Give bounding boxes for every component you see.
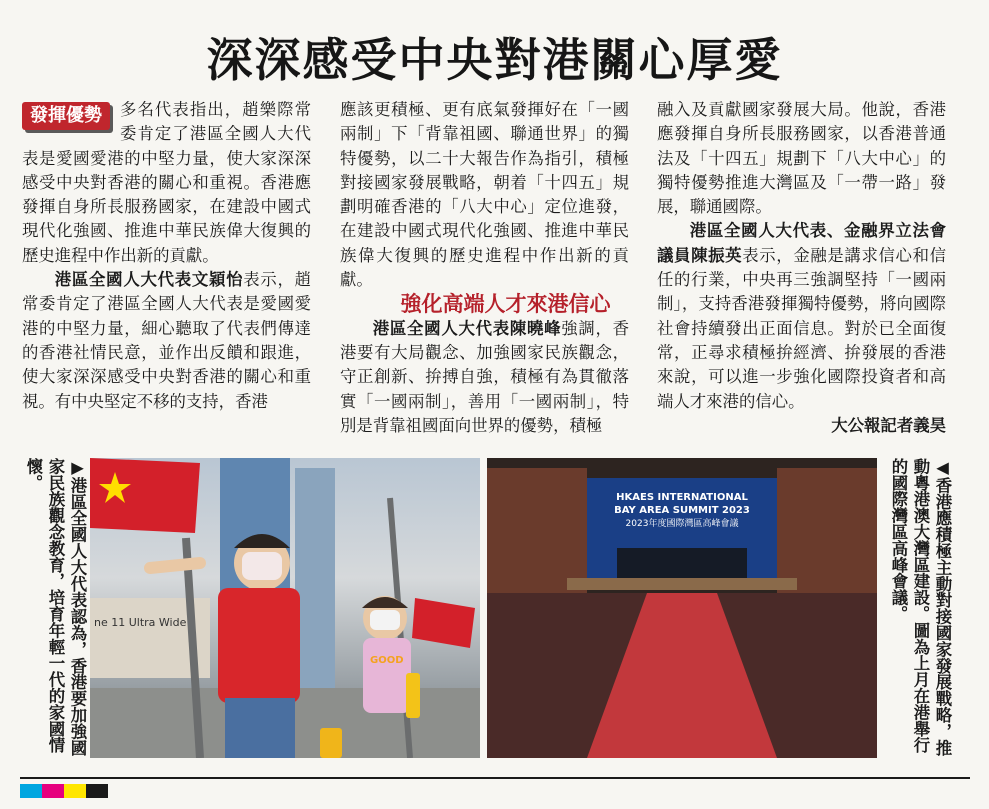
screen-title-line1: HKAES INTERNATIONAL [616, 492, 748, 503]
article-column-1 [22, 98, 311, 414]
photo-summit-hall [487, 458, 877, 758]
speaker-name: 港區全國人大代表、金融界立法會議員陳振英 [657, 221, 946, 265]
black-swatch [86, 784, 108, 798]
shop-sign-text: ne 11 Ultra Wide [94, 616, 187, 629]
photo-caption-right: ◀香港應積極主動對接國家發展戰略，推動粵港澳大灣區建設。圖為上月在港舉行的國際灣區高峰會議。 [889, 458, 952, 756]
speaker-name: 港區全國人大代表陳曉峰 [372, 318, 562, 338]
photo-children-flags-illustration [90, 458, 480, 758]
photo-children-flags [90, 458, 480, 758]
article-column-3 [657, 98, 946, 438]
color-registration-swatches [20, 784, 108, 798]
photo-summit-hall-illustration [487, 458, 877, 758]
balloon-text: GOOD [370, 655, 404, 666]
subheading: 強化高端人才來港信心 [400, 292, 611, 317]
paragraph: 港區全國人大代表陳曉峰強調，香港要有大局觀念、加強國家民族觀念，守正創新、拚搏自強，積極有為貫徹落實「一國兩制」，善用「一國兩制」，特別是背靠祖國面向世界的優勢，積極 [340, 318, 630, 435]
magenta-swatch [42, 784, 64, 798]
bottom-rule [20, 777, 970, 779]
yellow-swatch [64, 784, 86, 798]
screen-title-line3: 2023年度國際灣區高峰會議 [625, 519, 739, 529]
paragraph: 融入及貢獻國家發展大局。他說，香港應發揮自身所長服務國家，以香港普通法及「十四五」規劃下「八大中心」的獨特優勢推進大灣區及「一帶一路」發展，聯通國際。 [657, 100, 946, 217]
paragraph: 發揮優勢 多名代表指出，趙樂際常委肯定了港區全國人大代表是愛國愛港的中堅力量，使大家深深感受中央對香港的關心和重視。香港應發揮自身所長服務國家，在建設中國式現代化強國、推進中華民族偉大復興的歷史進程中作出新的貢獻。 [22, 100, 311, 265]
byline: 大公報記者義昊 [831, 415, 946, 435]
photo-caption-left: ▶港區全國人大代表認為，香港要加強國家民族觀念教育，培育年輕一代的家國情懷。 [24, 458, 87, 756]
cyan-swatch [20, 784, 42, 798]
section-badge: 發揮優勢 [22, 102, 110, 130]
article-column-2 [340, 98, 629, 438]
paragraph: 港區全國人大代表、金融界立法會議員陳振英表示，金融是講求信心和信任的行業，中央再三強調堅持「一國兩制」，支持香港發揮獨特優勢，將向國際社會持續發出正面信息。對於已全面復常，正尋求積極拚經濟、拚發展的香港來說，可以進一步強化國際投資者和高端人才來港的信心。 [657, 221, 947, 411]
paragraph: 港區全國人大代表文穎怡表示，趙常委肯定了港區全國人大代表是愛國愛港的中堅力量，細心聽取了代表們傳達的香港社情民意，並作出反饋和跟進，使大家深深感受中央對香港的關心和重視。有中央堅定不移的支持，香港 [22, 270, 312, 411]
headline: 深深感受中央對港關心厚愛 [206, 33, 783, 87]
screen-title-line2: BAY AREA SUMMIT 2023 [614, 505, 750, 516]
speaker-name: 港區全國人大代表文穎怡 [54, 270, 244, 290]
paragraph: 應該更積極、更有底氣發揮好在「一國兩制」下「背靠祖國、聯通世界」的獨特優勢，以二十大報告作為指引，積極對接國家發展戰略，朝着「十四五」規劃明確香港的「八大中心」定位進發，在建設中國式現代化強國、推進中華民族偉大復興的歷史進程中作出新的貢獻。 [340, 100, 629, 290]
